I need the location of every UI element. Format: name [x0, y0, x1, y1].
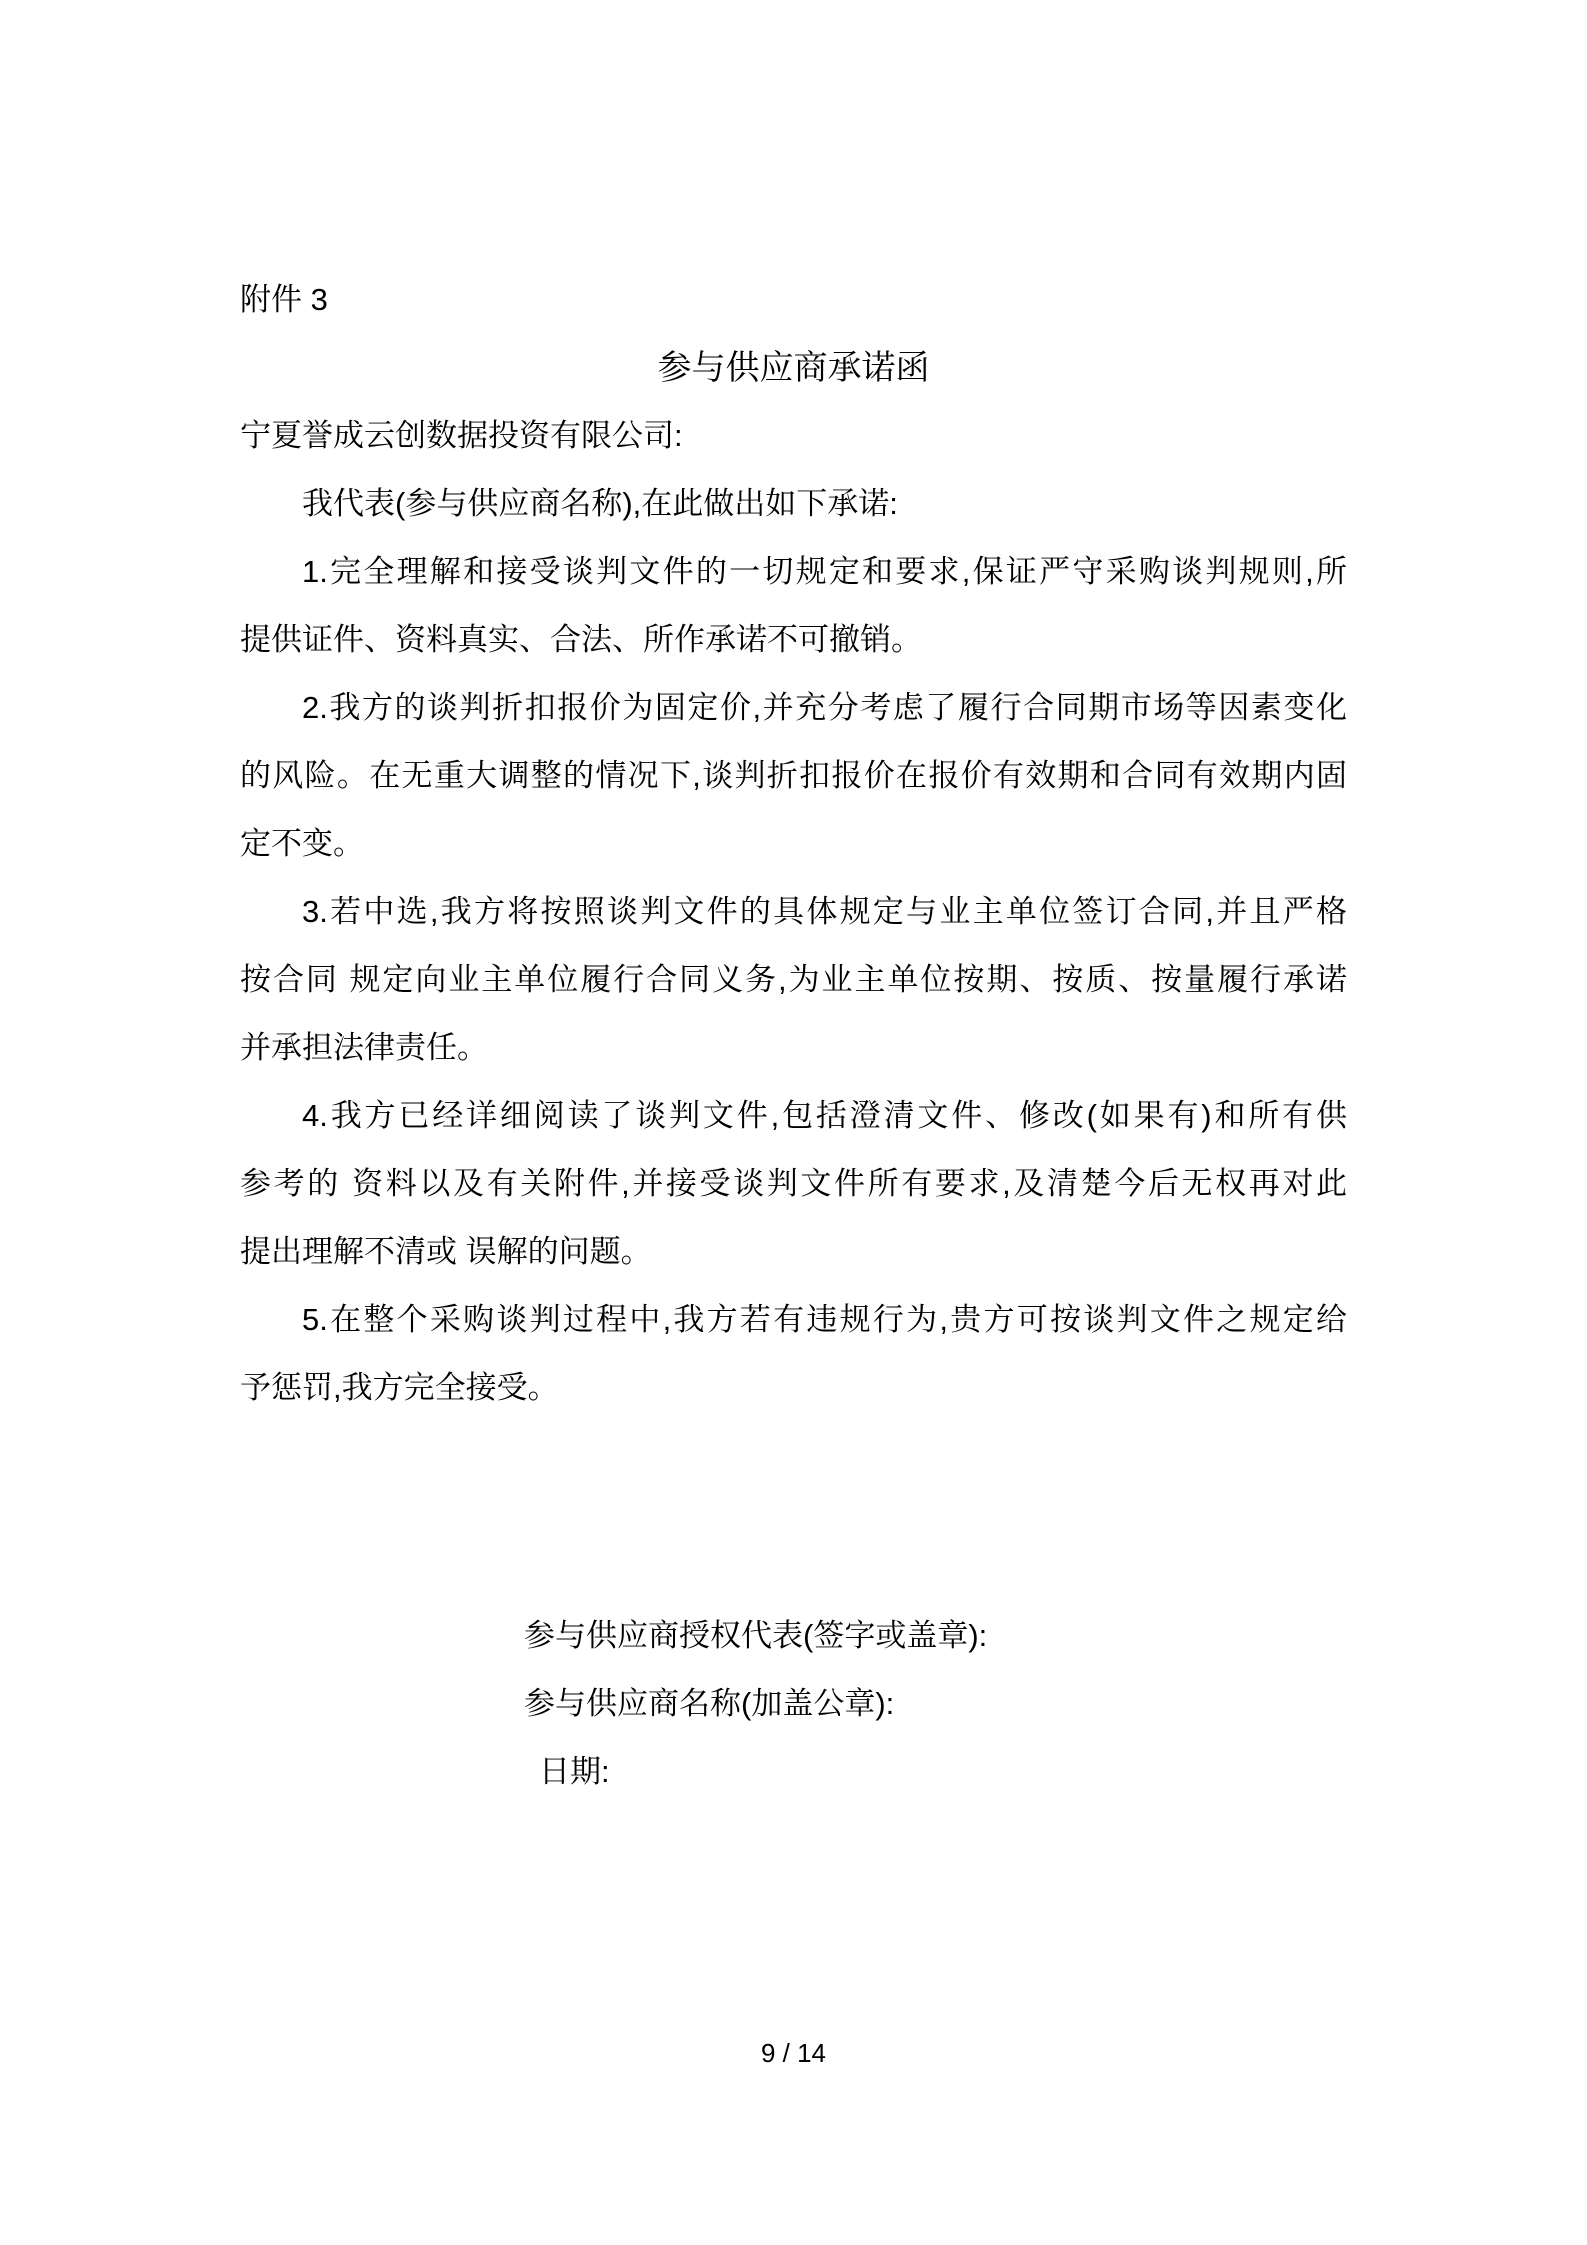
paragraph-line: 予惩罚,我方完全接受。 — [240, 1370, 559, 1405]
paragraph-line: 并承担法律责任。 — [240, 1030, 488, 1065]
paragraph-line: 1.完全理解和接受谈判文件的一切规定和要求,保证严守采购谈判规则,所 — [302, 554, 1347, 589]
paragraph-line: 3.若中选,我方将按照谈判文件的具体规定与业主单位签订合同,并且严格 — [302, 894, 1347, 929]
attachment-label: 附件 3 — [240, 282, 328, 317]
paragraph-line: 按合同 规定向业主单位履行合同义务,为业主单位按期、按质、按量履行承诺 — [240, 962, 1347, 997]
paragraph-2 — [240, 674, 1347, 878]
paragraph-line: 提供证件、资料真实、合法、所作承诺不可撤销。 — [240, 622, 922, 657]
signature-date-line: 日期: — [539, 1754, 610, 1789]
paragraph-line: 4.我方已经详细阅读了谈判文件,包括澄清文件、修改(如果有)和所有供 — [302, 1098, 1347, 1133]
document-title: 参与供应商承诺函 — [657, 349, 930, 387]
vertical-spacer — [240, 1422, 1347, 1602]
paragraph-4 — [240, 1082, 1347, 1286]
signature-authorized-rep-line: 参与供应商授权代表(签字或盖章): — [524, 1618, 988, 1653]
paragraph-1 — [240, 538, 1347, 674]
paragraph-line: 参考的 资料以及有关附件,并接受谈判文件所有要求,及清楚今后无权再对此 — [240, 1166, 1347, 1201]
paragraph-3 — [240, 878, 1347, 1082]
paragraph-line: 提出理解不清或 误解的问题。 — [240, 1234, 652, 1269]
page-number: 9 / 14 — [760, 2038, 827, 2068]
intro-line: 我代表(参与供应商名称),在此做出如下承诺: — [302, 486, 898, 521]
paragraph-5 — [240, 1286, 1347, 1422]
signature-block — [524, 1602, 1347, 1806]
document-body — [240, 266, 1347, 1806]
paragraph-line: 的风险。在无重大调整的情况下,谈判折扣报价在报价有效期和合同有效期内固 — [240, 758, 1347, 793]
addressee-line: 宁夏誉成云创数据投资有限公司: — [240, 418, 683, 453]
paragraph-line: 定不变。 — [240, 826, 364, 861]
signature-supplier-name-line: 参与供应商名称(加盖公章): — [524, 1686, 895, 1721]
paragraph-line: 5.在整个采购谈判过程中,我方若有违规行为,贵方可按谈判文件之规定给 — [302, 1302, 1347, 1337]
paragraph-line: 2.我方的谈判折扣报价为固定价,并充分考虑了履行合同期市场等因素变化 — [302, 690, 1347, 725]
